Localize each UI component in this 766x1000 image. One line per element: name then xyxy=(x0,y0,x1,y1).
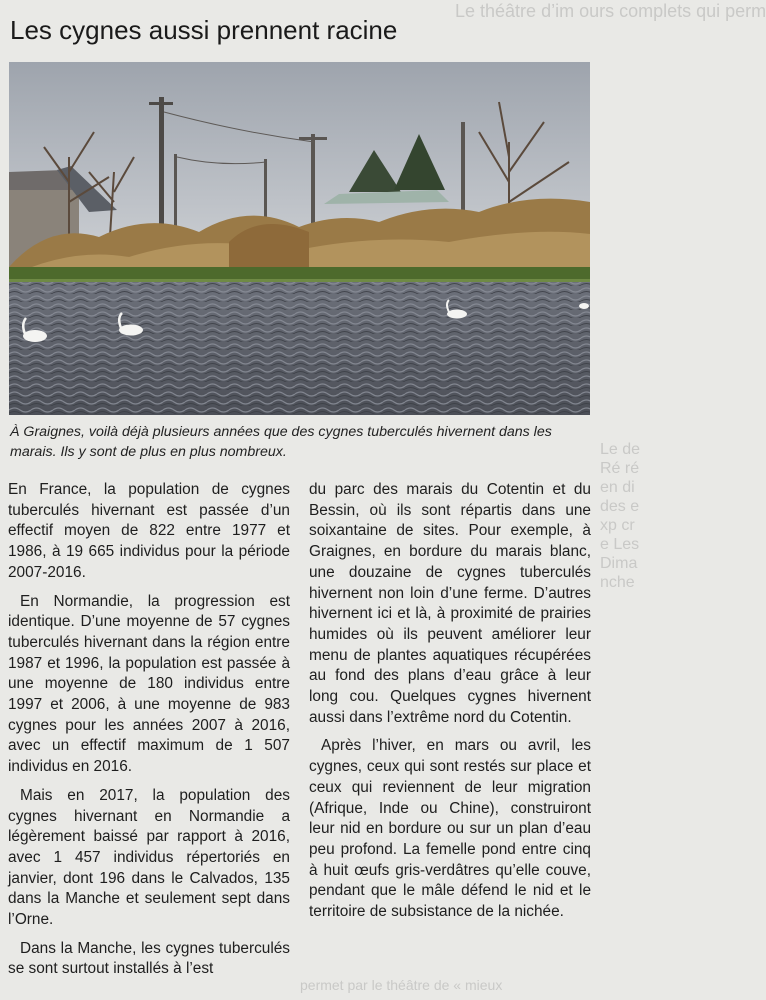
article-headline: Les cygnes aussi prennent racine xyxy=(10,15,398,45)
paragraph: Mais en 2017, la population des cygnes hivernant en Normandie a légèrement baissé par rapport à 2016, avec 1 457 individus répertoriés en janvier, dont 196 dans le Calvados, 135 dans la Manche et seulement sept dans l’Orne. xyxy=(8,786,290,929)
article-column-left xyxy=(8,480,290,988)
article-column-right xyxy=(309,480,591,931)
bleed-through-text-right: Le de Ré ré en di des exp cre Les Dimanche xyxy=(600,441,641,591)
bleed-through-text-top: Le théâtre d’im ours complets qui perm xyxy=(455,1,766,21)
paragraph: Dans la Manche, les cygnes tuberculés se sont surtout installés à l’est xyxy=(8,939,290,978)
paragraph: du parc des marais du Cotentin et du Bessin, où ils sont répartis dans une soixantaine de sites. Pour exemple, à Graignes, en bordure du marais blanc, une douzaine de cygnes tuberculés hivernent non loin d’une ferme. D’autres hivernent ici et là, à proximité de prairies humides où ils peuvent améliorer leur menu de plantes aquatiques récupérées au fond des plans d’eau grâce à leur long cou. Quelques cygnes hivernent aussi dans l’extrême nord du Cotentin. xyxy=(309,481,591,726)
paragraph: Après l’hiver, en mars ou avril, les cygnes, ceux qui sont restés sur place et ceux qui reviennent de leur migration (Afrique, Inde ou Chine), construiront leur nid en bordure ou sur un plan d’eau peu profond. La femelle pond entre cinq à huit œufs gris-verdâtres qu’elle couve, pendant que le mâle défend le nid et le territoire de subsistance de la nichée. xyxy=(309,737,591,921)
article-photo xyxy=(9,62,590,415)
bleed-through-text-bottom: permet par le théâtre de « mieux xyxy=(300,977,503,993)
paragraph: En Normandie, la progression est identique. D’une moyenne de 57 cygnes tuberculés hivernant dans la région entre 1987 et 1996, la population est passée à une moyenne de 180 individus entre 1997 et 2006, à une moyenne de 983 cygnes pour les années 2007 à 2016, avec un effectif maximum de 1 507 individus en 2016. xyxy=(8,592,290,776)
photo-caption: À Graignes, voilà déjà plusieurs années que des cygnes tuberculés hivernent dans les marais. Ils y sont de plus en plus nombreux. xyxy=(10,424,552,460)
paragraph: En France, la population de cygnes tuberculés hivernant est passée d’un effectif moyen de 822 entre 1977 et 1986, à 19 665 individus pour la période 2007-2016. xyxy=(8,481,290,581)
